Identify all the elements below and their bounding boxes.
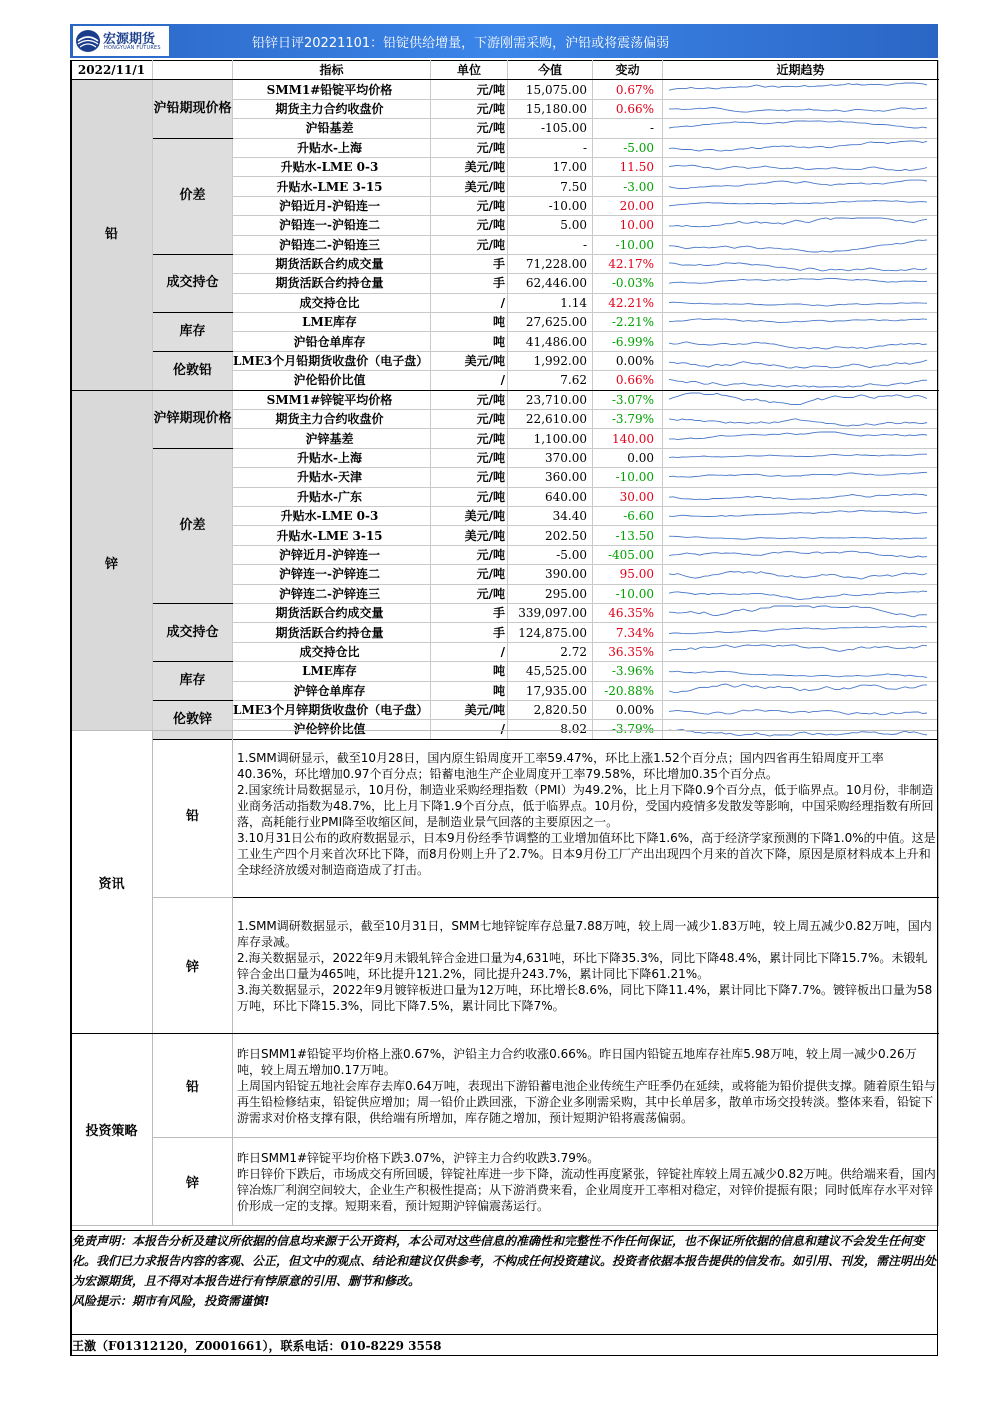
- trend-sparkline: [663, 682, 933, 700]
- sparkline-cell: [663, 526, 939, 545]
- change-cell: 30.00: [593, 487, 663, 506]
- sparkline-cell: [663, 448, 939, 467]
- unit-cell: 美元/吨: [431, 157, 508, 176]
- group-name-cell: 伦敦铅: [153, 351, 233, 390]
- value-cell: 339,097.00: [508, 603, 593, 622]
- group-name-cell: 伦敦锌: [153, 700, 233, 739]
- trend-sparkline: [663, 565, 933, 583]
- indicator-cell: 升贴水-广东: [233, 487, 431, 506]
- unit-cell: 元/吨: [431, 138, 508, 157]
- sparkline-cell: [663, 216, 939, 235]
- sparkline-cell: [663, 254, 939, 273]
- table-row: [71, 700, 939, 719]
- value-cell: 7.62: [508, 371, 593, 390]
- indicator-cell: 沪锌仓单库存: [233, 681, 431, 700]
- change-cell: -3.00: [593, 177, 663, 196]
- value-cell: -10.00: [508, 196, 593, 215]
- today-header: 今值: [508, 61, 593, 80]
- sparkline-cell: [663, 80, 939, 99]
- sparkline-cell: [663, 584, 939, 603]
- sparkline-cell: [663, 196, 939, 215]
- value-cell: 62,446.00: [508, 274, 593, 293]
- sparkline-path: [669, 240, 927, 252]
- change-cell: -10.00: [593, 235, 663, 254]
- sparkline-path: [669, 279, 927, 284]
- trend-sparkline: [663, 158, 933, 176]
- info-lead-para-3: 3.10月31日公布的政府数据显示，日本9月份经季节调整的工业增加值环比下降1.6%，高于经济学家预测的下降1.0%的中值。这是工业生产四个月来首次环比下降，而8月份则上升了2.7%。日本9月份工厂产出出现四个月来的首次下降，原因是原材料成本上升和全球经济放缓对制造商造成了打击。: [237, 831, 936, 877]
- logo-chinese-name: 宏源期货: [103, 32, 156, 47]
- unit-cell: /: [431, 720, 508, 739]
- header-blank-cell: [153, 61, 233, 80]
- table-row: [71, 254, 939, 273]
- unit-cell: 元/吨: [431, 545, 508, 564]
- unit-cell: 美元/吨: [431, 506, 508, 525]
- sparkline-path: [669, 671, 927, 677]
- logo-globe-icon: [75, 29, 101, 53]
- trend-sparkline: [663, 488, 933, 506]
- unit-cell: 元/吨: [431, 565, 508, 584]
- sparkline-path: [669, 302, 927, 306]
- unit-cell: 吨: [431, 681, 508, 700]
- sparkline-cell: [663, 274, 939, 293]
- trend-sparkline: [663, 430, 933, 448]
- group-name-cell: 沪锌期现价格: [153, 390, 233, 448]
- table-row: [71, 662, 939, 681]
- unit-cell: 元/吨: [431, 80, 508, 99]
- change-cell: -3.07%: [593, 390, 663, 409]
- indicator-cell: 升贴水-LME 3-15: [233, 177, 431, 196]
- indicator-cell: 期货活跃合约持仓量: [233, 274, 431, 293]
- change-cell: 0.66%: [593, 99, 663, 118]
- section-name-cell: 铅: [71, 80, 153, 390]
- unit-cell: 吨: [431, 662, 508, 681]
- sparkline-cell: [663, 293, 939, 312]
- indicator-header: 指标: [233, 61, 431, 80]
- indicator-cell: 升贴水-天津: [233, 468, 431, 487]
- risk-warning: 风险提示：期市有风险，投资需谨慎!: [72, 1294, 270, 1308]
- indicator-cell: LME库存: [233, 662, 431, 681]
- trend-sparkline: [663, 236, 933, 254]
- group-name-cell: 价差: [153, 138, 233, 254]
- indicator-cell: LME3个月锌期货收盘价（电子盘）: [233, 700, 431, 719]
- change-cell: 0.66%: [593, 371, 663, 390]
- change-cell: 7.34%: [593, 623, 663, 642]
- report-banner: [70, 24, 938, 58]
- info-lead-label: 铅: [153, 731, 233, 898]
- indicator-cell: 升贴水-LME 0-3: [233, 506, 431, 525]
- indicator-cell: 沪伦锌价比值: [233, 720, 431, 739]
- strategy-title: 投资策略: [71, 1034, 153, 1226]
- trend-sparkline: [663, 352, 933, 370]
- strategy-lead-text: [233, 1034, 939, 1138]
- trend-sparkline: [663, 527, 933, 545]
- info-zinc-label: 锌: [153, 898, 233, 1034]
- value-cell: 1,992.00: [508, 351, 593, 370]
- frame-right-border: [937, 60, 939, 1356]
- indicator-cell: 沪伦铅价比值: [233, 371, 431, 390]
- header-row: [71, 61, 939, 80]
- change-cell: -5.00: [593, 138, 663, 157]
- change-cell: 0.67%: [593, 80, 663, 99]
- value-cell: 124,875.00: [508, 623, 593, 642]
- change-cell: -2.21%: [593, 313, 663, 332]
- sparkline-cell: [663, 313, 939, 332]
- value-cell: 7.50: [508, 177, 593, 196]
- value-cell: 17,935.00: [508, 681, 593, 700]
- indicator-cell: SMM1#锌锭平均价格: [233, 390, 431, 409]
- indicator-cell: 期货活跃合约成交量: [233, 254, 431, 273]
- unit-header: 单位: [431, 61, 508, 80]
- company-logo: [73, 26, 169, 56]
- value-cell: -: [508, 235, 593, 254]
- sparkline-path: [669, 107, 927, 112]
- indicator-cell: 期货活跃合约成交量: [233, 603, 431, 622]
- unit-cell: 美元/吨: [431, 700, 508, 719]
- sparkline-cell: [663, 700, 939, 719]
- strategy-lead-para-1: 昨日SMM1#铅锭平均价格上涨0.67%，沪铅主力合约收涨0.66%。昨日国内铅锭五地库存社库5.98万吨，较上周一减少0.26万吨，较上周五增加0.17万吨。: [237, 1046, 917, 1077]
- unit-cell: 元/吨: [431, 196, 508, 215]
- unit-cell: 元/吨: [431, 99, 508, 118]
- sparkline-path: [669, 606, 927, 617]
- table-row: [71, 390, 939, 409]
- change-cell: -6.60: [593, 506, 663, 525]
- sparkline-cell: [663, 565, 939, 584]
- change-cell: -20.88%: [593, 681, 663, 700]
- change-cell: 0.00: [593, 448, 663, 467]
- sparkline-cell: [663, 138, 939, 157]
- indicator-cell: 沪锌近月-沪锌连一: [233, 545, 431, 564]
- unit-cell: 吨: [431, 332, 508, 351]
- strategy-lead-para-2: 上周国内铅锭五地社会库存去库0.64万吨，表现出下游铅蓄电池企业传统生产旺季仍在延续，或将能为铅价提供支撑。随着原生铅与再生铅检修结束，铅锭供应增加；周一铅价止跌回涨，下游企业多刚需采购，其中长单居多，散单市场交投转淡。整体来看，铅锭下游需求对价格支撑有限，供给端有所增加，库存随之增加，预计短期沪铅将震荡偏弱。: [237, 1078, 936, 1125]
- indicator-cell: 沪锌连二-沪锌连三: [233, 584, 431, 603]
- value-cell: 41,486.00: [508, 332, 593, 351]
- sparkline-path: [669, 536, 927, 539]
- unit-cell: 手: [431, 254, 508, 273]
- value-cell: 15,180.00: [508, 99, 593, 118]
- trend-sparkline: [663, 197, 933, 215]
- info-zinc-para-2: 2.海关数据显示，2022年9月未锻轧锌合金进口量为4,631吨，环比下降35.3%，同比下降48.4%，累计同比下降15.7%。未锻轧锌合金出口量为465吨，环比提升121.2%，同比提升243.7%，累计同比下降61.21%。: [237, 950, 928, 981]
- change-cell: -13.50: [593, 526, 663, 545]
- info-zinc-para-1: 1.SMM调研数据显示，截至10月31日，SMM七地锌锭库存总量7.88万吨，较上周一减少1.83万吨，较上周五减少0.82万吨，国内库存录减。: [237, 918, 932, 949]
- unit-cell: 元/吨: [431, 390, 508, 409]
- table-row: [71, 351, 939, 370]
- table-row: [71, 138, 939, 157]
- value-cell: -: [508, 138, 593, 157]
- info-zinc-para-3: 3.海关数据显示，2022年9月镀锌板进口量为12万吨，环比增长8.6%，同比下降11.4%，累计同比下降7.7%。镀锌板出口量为58万吨，环比下降15.3%，同比下降7.5%，累计同比下降7%。: [237, 982, 933, 1013]
- trend-sparkline: [663, 139, 933, 157]
- sparkline-path: [669, 473, 927, 478]
- value-cell: 45,525.00: [508, 662, 593, 681]
- value-cell: 17.00: [508, 157, 593, 176]
- sparkline-cell: [663, 545, 939, 564]
- sparkline-cell: [663, 332, 939, 351]
- sparkline-path: [669, 200, 927, 205]
- value-cell: 360.00: [508, 468, 593, 487]
- value-cell: -105.00: [508, 119, 593, 138]
- sparkline-path: [669, 393, 927, 405]
- info-lead-text: [233, 731, 939, 898]
- change-cell: 36.35%: [593, 642, 663, 661]
- change-cell: 42.21%: [593, 293, 663, 312]
- sparkline-path: [669, 710, 927, 715]
- change-cell: -10.00: [593, 468, 663, 487]
- sparkline-path: [669, 263, 927, 271]
- info-table: [70, 730, 939, 1226]
- unit-cell: 手: [431, 623, 508, 642]
- unit-cell: 美元/吨: [431, 526, 508, 545]
- trend-sparkline: [663, 507, 933, 525]
- trend-sparkline: [663, 468, 933, 486]
- trend-sparkline: [663, 624, 933, 642]
- indicator-cell: 沪铅基差: [233, 119, 431, 138]
- sparkline-cell: [663, 177, 939, 196]
- sparkline-cell: [663, 429, 939, 448]
- sparkline-cell: [663, 468, 939, 487]
- info-lead-para-2: 2.国家统计局数据显示，10月份，制造业采购经理指数（PMI）为49.2%，比上月下降0.9个百分点，低于临界点。10月份，非制造业商务活动指数为48.7%，比上月下降1.9个百分点，低于临界点。10月份，受国内疫情多发散发等影响，中国采购经理指数有所回落，高耗能行业PMI降至收缩区间，是制造业景气回落的主要原因之一。: [237, 783, 934, 829]
- indicator-cell: 沪锌基差: [233, 429, 431, 448]
- unit-cell: 元/吨: [431, 468, 508, 487]
- frame-left-border: [70, 60, 72, 1356]
- group-name-cell: 成交持仓: [153, 603, 233, 661]
- table-row: [71, 448, 939, 467]
- indicator-cell: 沪铅仓单库存: [233, 332, 431, 351]
- value-cell: 1.14: [508, 293, 593, 312]
- sparkline-path: [669, 218, 927, 227]
- indicator-cell: 沪铅连一-沪铅连二: [233, 216, 431, 235]
- trend-sparkline: [663, 662, 933, 680]
- indicator-cell: LME库存: [233, 313, 431, 332]
- trend-sparkline: [663, 585, 933, 603]
- value-cell: 15,075.00: [508, 80, 593, 99]
- sparkline-path: [669, 645, 927, 651]
- group-name-cell: 库存: [153, 662, 233, 701]
- info-zinc-text: [233, 898, 939, 1034]
- sparkline-cell: [663, 351, 939, 370]
- disclaimer-text: 免责声明：本报告分析及建议所依据的信息均来源于公开资料，本公司对这些信息的准确性和完整性不作任何保证，也不保证所依据的信息和建议不会发生任何变化。我们已力求报告内容的客观、公正，但文中的观点、结论和建议仅供参考，不构成任何投资建议。投资者依据本报告提供的信发布。如引用、刊发，需注明出处为宏源期货，且不得对本报告进行有悖原意的引用、删节和修改。: [72, 1234, 937, 1288]
- change-cell: 10.00: [593, 216, 663, 235]
- value-cell: 23,710.00: [508, 390, 593, 409]
- change-header: 变动: [593, 61, 663, 80]
- section-name-cell: 锌: [71, 390, 153, 739]
- strategy-zinc-para-1: 昨日SMM1#锌锭平均价格下跌3.07%，沪锌主力合约收跌3.79%。: [237, 1150, 600, 1165]
- value-cell: 1,100.00: [508, 429, 593, 448]
- unit-cell: 手: [431, 603, 508, 622]
- sparkline-path: [669, 341, 927, 348]
- unit-cell: 元/吨: [431, 410, 508, 429]
- sparkline-path: [669, 360, 927, 368]
- unit-cell: /: [431, 642, 508, 661]
- sparkline-cell: [663, 681, 939, 700]
- info-title: 资讯: [71, 731, 153, 1034]
- value-cell: 22,610.00: [508, 410, 593, 429]
- sparkline-path: [669, 319, 927, 323]
- trend-sparkline: [663, 294, 933, 312]
- unit-cell: 元/吨: [431, 216, 508, 235]
- sparkline-path: [669, 494, 927, 500]
- logo-english-name: HONGYUAN FUTURES: [104, 45, 161, 51]
- unit-cell: 美元/吨: [431, 351, 508, 370]
- change-cell: -0.03%: [593, 274, 663, 293]
- value-cell: 202.50: [508, 526, 593, 545]
- indicator-cell: LME3个月铅期货收盘价（电子盘）: [233, 351, 431, 370]
- change-cell: -: [593, 119, 663, 138]
- change-cell: -3.96%: [593, 662, 663, 681]
- unit-cell: 吨: [431, 313, 508, 332]
- sparkline-path: [669, 572, 927, 580]
- group-name-cell: 沪铅期现价格: [153, 80, 233, 138]
- sparkline-cell: [663, 506, 939, 525]
- unit-cell: 元/吨: [431, 429, 508, 448]
- value-cell: 640.00: [508, 487, 593, 506]
- table-row: [71, 313, 939, 332]
- sparkline-cell: [663, 487, 939, 506]
- sparkline-path: [669, 165, 927, 170]
- strategy-lead-label: 铅: [153, 1034, 233, 1138]
- trend-sparkline: [663, 100, 933, 118]
- sparkline-path: [669, 551, 927, 557]
- data-table: [70, 60, 939, 740]
- trend-sparkline: [663, 546, 933, 564]
- sparkline-path: [669, 380, 927, 388]
- group-name-cell: 价差: [153, 448, 233, 603]
- change-cell: 42.17%: [593, 254, 663, 273]
- change-cell: 140.00: [593, 429, 663, 448]
- sparkline-path: [669, 419, 927, 426]
- sparkline-cell: [663, 603, 939, 622]
- unit-cell: 元/吨: [431, 235, 508, 254]
- value-cell: 71,228.00: [508, 254, 593, 273]
- trend-sparkline: [663, 313, 933, 331]
- strategy-zinc-text: [233, 1138, 939, 1226]
- author-contact: 王激（F01312120，Z0001661），联系电话：010-8229 3558: [70, 1334, 938, 1356]
- disclaimer-block: [70, 1230, 938, 1311]
- change-cell: 0.00%: [593, 351, 663, 370]
- sparkline-cell: [663, 235, 939, 254]
- value-cell: 295.00: [508, 584, 593, 603]
- sparkline-path: [669, 121, 927, 128]
- sparkline-cell: [663, 410, 939, 429]
- unit-cell: 元/吨: [431, 448, 508, 467]
- table-row: [71, 603, 939, 622]
- sparkline-path: [669, 591, 927, 600]
- value-cell: 370.00: [508, 448, 593, 467]
- sparkline-cell: [663, 157, 939, 176]
- unit-cell: 元/吨: [431, 487, 508, 506]
- value-cell: -5.00: [508, 545, 593, 564]
- strategy-zinc-para-2: 昨日锌价下跌后，市场成交有所回暖，锌锭社库进一步下降，流动性再度紧张，锌锭社库较上周五减少0.82万吨。供给端来看，国内锌冶炼厂利润空间较大，企业生产积极性提高；从下游消费来看，企业周度开工率相对稳定，对锌价提振有限；同时低库存水平对锌价形成一定的支撑。短期来看，预计短期沪锌偏震荡运行。: [237, 1166, 936, 1213]
- indicator-cell: 升贴水-上海: [233, 448, 431, 467]
- sparkline-path: [669, 684, 927, 692]
- indicator-cell: 成交持仓比: [233, 293, 431, 312]
- change-cell: 0.00%: [593, 700, 663, 719]
- indicator-cell: 沪铅近月-沪铅连一: [233, 196, 431, 215]
- unit-cell: 元/吨: [431, 119, 508, 138]
- change-cell: -10.00: [593, 584, 663, 603]
- sparkline-cell: [663, 390, 939, 409]
- change-cell: 20.00: [593, 196, 663, 215]
- value-cell: 5.00: [508, 216, 593, 235]
- sparkline-path: [669, 83, 927, 90]
- sparkline-cell: [663, 662, 939, 681]
- trend-sparkline: [663, 604, 933, 622]
- indicator-cell: 升贴水-LME 0-3: [233, 157, 431, 176]
- unit-cell: /: [431, 371, 508, 390]
- change-cell: 95.00: [593, 565, 663, 584]
- report-title: 铅锌日评20221101：铅锭供给增量，下游刚需采购，沪铅或将震荡偏弱: [252, 36, 670, 51]
- change-cell: -405.00: [593, 545, 663, 564]
- value-cell: 390.00: [508, 565, 593, 584]
- trend-sparkline: [663, 274, 933, 292]
- change-cell: -3.79%: [593, 720, 663, 739]
- change-cell: 46.35%: [593, 603, 663, 622]
- sparkline-cell: [663, 99, 939, 118]
- trend-sparkline: [663, 449, 933, 467]
- sparkline-cell: [663, 642, 939, 661]
- value-cell: 8.02: [508, 720, 593, 739]
- unit-cell: 美元/吨: [431, 177, 508, 196]
- indicator-cell: 升贴水-LME 3-15: [233, 526, 431, 545]
- change-cell: 11.50: [593, 157, 663, 176]
- indicator-cell: 沪铅连二-沪铅连三: [233, 235, 431, 254]
- group-name-cell: 成交持仓: [153, 254, 233, 312]
- indicator-cell: 期货主力合约收盘价: [233, 410, 431, 429]
- trend-sparkline: [663, 255, 933, 273]
- indicator-cell: SMM1#铅锭平均价格: [233, 80, 431, 99]
- value-cell: 34.40: [508, 506, 593, 525]
- value-cell: 27,625.00: [508, 313, 593, 332]
- trend-sparkline: [663, 216, 933, 234]
- unit-cell: 手: [431, 274, 508, 293]
- indicator-cell: 期货主力合约收盘价: [233, 99, 431, 118]
- change-cell: -6.99%: [593, 332, 663, 351]
- indicator-cell: 期货活跃合约持仓量: [233, 623, 431, 642]
- sparkline-cell: [663, 371, 939, 390]
- sparkline-path: [669, 432, 927, 440]
- trend-sparkline: [663, 391, 933, 409]
- trend-sparkline: [663, 371, 933, 389]
- sparkline-path: [669, 626, 927, 634]
- sparkline-path: [669, 180, 927, 189]
- indicator-cell: 升贴水-上海: [233, 138, 431, 157]
- table-row: [71, 80, 939, 99]
- trend-sparkline: [663, 701, 933, 719]
- indicator-cell: 沪锌连一-沪锌连二: [233, 565, 431, 584]
- info-lead-para-1: 1.SMM调研显示，截至10月28日，国内原生铅周度开工率59.47%，环比上涨1.52个百分点；国内四省再生铅周度开工率40.36%，环比增加0.97个百分点；铅蓄电池生产企业周度开工率79.58%，环比增加0.35个百分点。: [237, 751, 884, 781]
- trend-sparkline: [663, 643, 933, 661]
- sparkline-path: [669, 141, 927, 151]
- value-cell: 2,820.50: [508, 700, 593, 719]
- group-name-cell: 库存: [153, 313, 233, 352]
- date-cell: 2022/11/1: [71, 61, 153, 80]
- sparkline-cell: [663, 623, 939, 642]
- trend-sparkline: [663, 410, 933, 428]
- trend-sparkline: [663, 81, 933, 99]
- value-cell: 2.72: [508, 642, 593, 661]
- sparkline-cell: [663, 119, 939, 138]
- sparkline-path: [669, 454, 927, 457]
- sparkline-path: [669, 510, 927, 516]
- trend-sparkline: [663, 333, 933, 351]
- trend-sparkline: [663, 178, 933, 196]
- strategy-zinc-label: 锌: [153, 1138, 233, 1226]
- trend-header: 近期趋势: [663, 61, 939, 80]
- unit-cell: 元/吨: [431, 584, 508, 603]
- unit-cell: /: [431, 293, 508, 312]
- change-cell: -3.79%: [593, 410, 663, 429]
- indicator-cell: 成交持仓比: [233, 642, 431, 661]
- trend-sparkline: [663, 119, 933, 137]
